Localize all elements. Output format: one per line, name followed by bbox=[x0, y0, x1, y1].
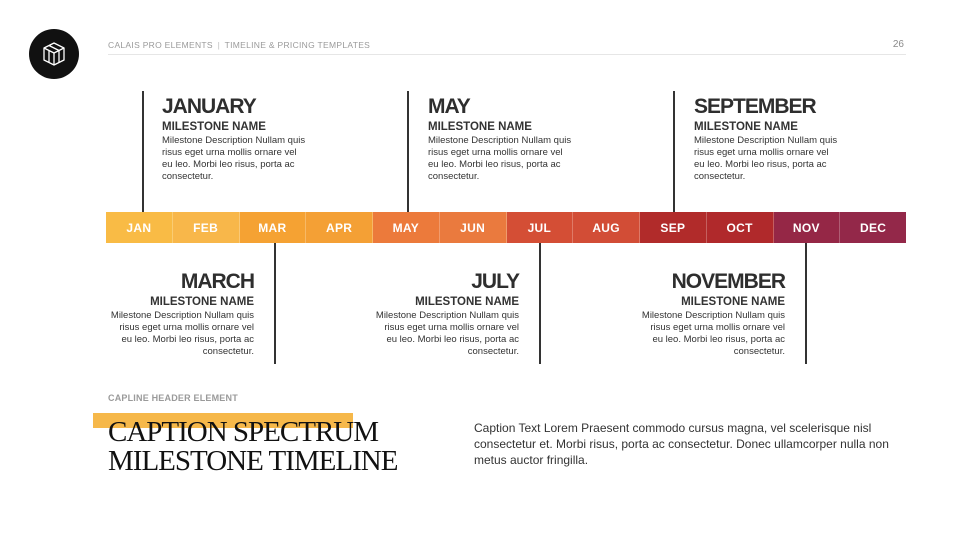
description-line: risus eget urna mollis ornare vel bbox=[650, 322, 785, 333]
month-cell-dec: DEC bbox=[840, 212, 906, 243]
brand-logo bbox=[29, 29, 79, 79]
connector-line-may bbox=[407, 91, 409, 212]
description-line: consectetur. bbox=[467, 346, 519, 357]
connector-line-july bbox=[539, 243, 541, 364]
milestone-name: MILESTONE NAME bbox=[694, 121, 798, 133]
description-line: Milestone Description Nullam quis bbox=[428, 135, 572, 146]
milestone-description bbox=[694, 135, 864, 183]
header-breadcrumb bbox=[108, 40, 370, 50]
month-cell-aug: AUG bbox=[573, 212, 640, 243]
connector-line-september bbox=[673, 91, 675, 212]
caption-title-line: CAPTION SPECTRUM bbox=[108, 416, 379, 448]
milestone-description bbox=[428, 135, 598, 183]
description-line: consectetur. bbox=[733, 346, 785, 357]
connector-line-november bbox=[805, 243, 807, 364]
milestone-month: JANUARY bbox=[162, 95, 256, 118]
month-cell-oct: OCT bbox=[707, 212, 774, 243]
milestone-month: MAY bbox=[428, 95, 470, 118]
description-line: eu leo. Morbi leo risus, porta ac bbox=[652, 334, 785, 345]
description-line: risus eget urna mollis ornare vel bbox=[694, 147, 829, 158]
header-divider bbox=[108, 54, 906, 55]
header-subtitle: TIMELINE & PRICING TEMPLATES bbox=[224, 40, 371, 50]
month-cell-feb: FEB bbox=[173, 212, 240, 243]
milestone-description bbox=[349, 310, 519, 358]
milestone-description bbox=[84, 310, 254, 358]
milestone-month: SEPTEMBER bbox=[694, 95, 816, 118]
milestone-month: NOVEMBER bbox=[671, 270, 785, 293]
milestone-month: MARCH bbox=[180, 270, 254, 293]
month-cell-nov: NOV bbox=[774, 212, 841, 243]
milestone-month: JULY bbox=[471, 270, 519, 293]
description-line: Milestone Description Nullam quis bbox=[694, 135, 838, 146]
month-cell-jul: JUL bbox=[507, 212, 574, 243]
month-cell-apr: APR bbox=[306, 212, 373, 243]
milestone-name: MILESTONE NAME bbox=[681, 296, 785, 308]
description-line: risus eget urna mollis ornare vel bbox=[119, 322, 254, 333]
header-separator: | bbox=[217, 40, 221, 50]
capline-header: CAPLINE HEADER ELEMENT bbox=[108, 393, 238, 403]
caption-title-line: MILESTONE TIMELINE bbox=[108, 445, 398, 477]
milestone-name: MILESTONE NAME bbox=[162, 121, 266, 133]
description-line: Milestone Description Nullam quis bbox=[641, 310, 785, 321]
milestone-march bbox=[84, 271, 254, 358]
description-line: Milestone Description Nullam quis bbox=[110, 310, 254, 321]
cube-icon bbox=[40, 40, 68, 68]
month-cell-jun: JUN bbox=[440, 212, 507, 243]
month-cell-jan: JAN bbox=[106, 212, 173, 243]
description-line: risus eget urna mollis ornare vel bbox=[428, 147, 563, 158]
description-line: consectetur. bbox=[202, 346, 254, 357]
milestone-september bbox=[694, 96, 864, 183]
milestone-january bbox=[162, 96, 332, 183]
description-line: eu leo. Morbi leo risus, porta ac bbox=[121, 334, 254, 345]
description-line: consectetur. bbox=[162, 171, 214, 182]
milestone-name: MILESTONE NAME bbox=[415, 296, 519, 308]
description-line: Milestone Description Nullam quis bbox=[375, 310, 519, 321]
header-brand: CALAIS PRO ELEMENTS bbox=[108, 40, 213, 50]
timeline-bar bbox=[106, 212, 906, 243]
description-line: eu leo. Morbi leo risus, porta ac bbox=[162, 159, 295, 170]
milestone-description bbox=[162, 135, 332, 183]
description-line: eu leo. Morbi leo risus, porta ac bbox=[386, 334, 519, 345]
description-line: Milestone Description Nullam quis bbox=[162, 135, 306, 146]
milestone-may bbox=[428, 96, 598, 183]
description-line: consectetur. bbox=[694, 171, 746, 182]
connector-line-march bbox=[274, 243, 276, 364]
description-line: risus eget urna mollis ornare vel bbox=[162, 147, 297, 158]
page-number: 26 bbox=[892, 39, 904, 50]
connector-line-january bbox=[142, 91, 144, 212]
milestone-name: MILESTONE NAME bbox=[428, 121, 532, 133]
description-line: consectetur. bbox=[428, 171, 480, 182]
milestone-july bbox=[349, 271, 519, 358]
description-line: eu leo. Morbi leo risus, porta ac bbox=[694, 159, 827, 170]
month-cell-may: MAY bbox=[373, 212, 440, 243]
milestone-description bbox=[615, 310, 785, 358]
caption-title bbox=[108, 418, 397, 476]
milestone-november bbox=[615, 271, 785, 358]
description-line: risus eget urna mollis ornare vel bbox=[384, 322, 519, 333]
month-cell-sep: SEP bbox=[640, 212, 707, 243]
month-cell-mar: MAR bbox=[240, 212, 307, 243]
description-line: eu leo. Morbi leo risus, porta ac bbox=[428, 159, 561, 170]
milestone-name: MILESTONE NAME bbox=[150, 296, 254, 308]
caption-text: Caption Text Lorem Praesent commodo cursus magna, vel scelerisque nisl consectetur et. Morbi risus, porta ac consectetur. Donec ullamcorper nulla non metus auctor fringilla. bbox=[474, 421, 889, 467]
